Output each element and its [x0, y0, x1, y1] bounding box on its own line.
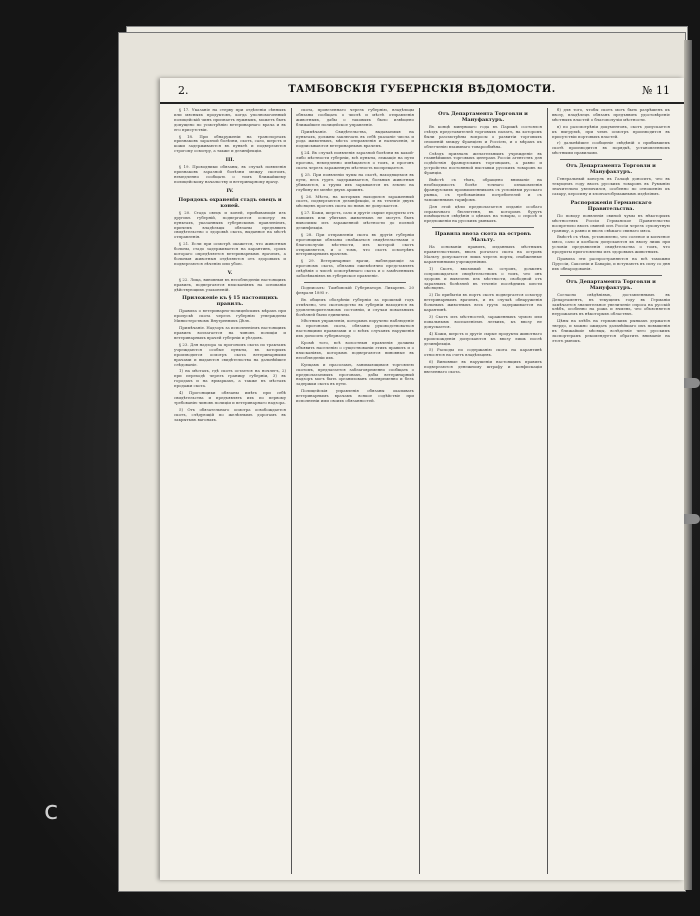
text-column-1	[174, 108, 286, 874]
paragraph: Кромѣ того, всѣ волостныя правленія должны объявить населенію о существованіи этихъ правилъ и о взысканіяхъ, которымъ подвергаются виновные въ несоблюденіи ихъ.	[296, 340, 414, 360]
paragraph: § 24. Въ случаѣ появленія заразной болѣзни въ какой-либо мѣстности губерніи, всѣ пункты, лежащіе на пути прогона, немедленно извѣщаются о томъ, и прогонъ скота черезъ зараженную мѣстность воспрещается.	[296, 150, 414, 170]
paragraph: 5) Расходы по содержанію скота на карантинѣ относятся на счетъ владѣльцевъ.	[424, 347, 542, 358]
section-heading: Порядокъ охраненія стадъ овецъ и коней.	[178, 196, 282, 209]
paragraph: § 20. Стада овецъ и коней, прибывающія изъ другихъ губерній, подвергаются осмотру въ пунктахъ, указанныхъ губернскимъ правленіемъ, причемъ владѣльцы обязаны предъявить свидѣтельство о здоровьѣ скота, выданное на мѣстѣ отправленія.	[174, 209, 286, 240]
scan-marker: c	[44, 796, 59, 826]
paragraph: Купцамъ и прасоламъ, занимающимся торговлею скотомъ, предлагается заблаговременно сообщать о предполагаемыхъ прогонахъ, дабы ветеринарный надзоръ могъ быть организованъ своевременно и безъ задержки скота въ пути.	[296, 361, 414, 387]
paragraph: скота, провезеннаго черезъ губернію, владѣльцы обязаны сообщать о числѣ и мѣстѣ отправленія животныхъ, дабы о таковыхъ было извѣщено ближайшее полицейское управленіе.	[296, 108, 414, 127]
paragraph: Съѣздъ призналъ желательнымъ учрежденіе въ главнѣйшихъ торговыхъ центрахъ Россіи агентствъ для содѣйствія французскимъ торговцамъ, а равно и устройство постоянной выставки русскихъ товаровъ во Франціи.	[424, 150, 542, 176]
paragraph: 3) Скотъ изъ мѣстностей, зараженныхъ чумою или повальнымъ воспаленіемъ легкихъ, къ ввозу не допускается.	[424, 314, 542, 329]
section-heading: V.	[227, 269, 233, 276]
section-divider	[304, 282, 406, 283]
paragraph: Вмѣстѣ съ тѣмъ, обращено вниманіе на необходимость болѣе точнаго ознакомленія французскихъ промышленниковъ съ условіями русскаго рынка, съ требованіями потребителей и съ таможеннымъ тарифомъ.	[424, 177, 542, 202]
section-heading: Отъ Департамента Торговли и Мануфактуръ.	[566, 163, 656, 176]
column-rule	[419, 108, 420, 874]
paragraph: 1) Скотъ, ввозимый на островъ, долженъ сопровождаться свидѣтельствомъ о томъ, что онъ здоровъ и вывезенъ изъ мѣстности, свободной отъ заразныхъ болѣзней въ теченіе послѣднихъ шести мѣсяцевъ.	[424, 265, 542, 291]
column-rule	[547, 108, 548, 874]
paragraph: Вмѣстѣ съ тѣмъ, установлено, что соленое и копченое мясо, сало и колбасы допускаются къ ввозу лишь при условіи предъявленія свидѣтельства о томъ, что продукты приготовлены изъ здоровыхъ животныхъ.	[552, 234, 670, 255]
paragraph: Для этой цѣли предполагается изданіе особаго справочнаго бюллетеня, въ которомъ будутъ помѣщаться свѣдѣнія о цѣнахъ на товары, о спросѣ и предложеніи на русскихъ рынкахъ.	[424, 203, 542, 224]
section-heading: Отъ Департамента Торговли и Мануфактуръ.	[438, 111, 528, 123]
text-column-4	[552, 108, 670, 874]
paragraph: Полицейскія управленія обязаны оказывать ветеринарнымъ врачамъ всякое содѣйствіе при исполненіи ими своихъ обязанностей.	[296, 388, 414, 404]
paragraph: Согласно свѣдѣніямъ, доставленнымъ въ Департаментъ, въ текущемъ году въ Германіи замѣчается значительное увеличеніе спроса на русскій хлѣбъ, особенно на рожь и ячмень, что объясняется неурожаемъ въ нѣкоторыхъ областяхъ.	[552, 291, 670, 317]
section-heading: Отъ Департамента Торговли и Мануфактуръ.	[566, 278, 656, 291]
paragraph: По поводу появленія свиной чумы въ нѣкоторыхъ мѣстностяхъ Россіи Германское Правительство воспретило ввозъ свиней изъ Россіи черезъ сухопутную границу, а равно и ввозъ свѣжаго свинаго мяса.	[552, 212, 670, 233]
section-heading: Правила ввоза скота на островъ Мальту.	[435, 231, 531, 244]
section-heading: Приложеніе къ § 15 настоящихъ правилъ.	[182, 295, 278, 308]
paragraph: 6) Виновные въ нарушеніи настоящихъ правилъ подвергаются денежному штрафу и конфискаціи ввезеннаго скота.	[424, 359, 542, 375]
paragraph: § 18. При обнаруженіи на транспортахъ признаковъ заразной болѣзни, скотъ, сало, шерсть и кожи задерживаются въ пунктѣ и подвергаются строгому осмотру, а также и дезинфекціи.	[174, 133, 286, 154]
paragraph: § 19. Проводники обязаны, въ случаѣ появленія признаковъ заразной болѣзни между скотомъ, немедленно сообщать о томъ ближайшему полицейскому начальству и ветеринарному врачу.	[174, 164, 286, 184]
paragraph: 2) По прибытіи въ портъ скотъ подвергается осмотру ветеринарнымъ врачемъ, и въ случаѣ обнаруженія больныхъ животныхъ весь грузъ задерживается на карантинѣ.	[424, 292, 542, 313]
paragraph: § 22. Лица, виновныя въ несоблюденіи настоящихъ правилъ, подвергаются взысканіямъ на основаніи дѣйствующихъ узаконеній.	[174, 276, 286, 292]
text-column-2	[296, 108, 414, 874]
paragraph: Примѣчаніе. Свидѣтельства, выдаваемыя на пунктахъ, должны заключать въ себѣ указаніе числа и рода животныхъ, мѣста отправленія и назначенія, и подписываются ветеринарнымъ врачемъ.	[296, 128, 414, 149]
issue-number: № 11	[642, 84, 670, 97]
paragraph: Мѣстныя управленія, которымъ поручено наблюденіе за прогономъ скота, обязаны руководствоваться настоящими правилами и о всѣхъ случаяхъ нарушенія ихъ доносить губернатору.	[296, 318, 414, 339]
paragraph: 5) Отъ обязательнаго осмотра освобождается скотъ, слѣдующій по желѣзнымъ дорогамъ въ закрытыхъ вагонахъ.	[174, 406, 286, 422]
column-rule	[291, 108, 292, 874]
paragraph: Подписалъ: Тамбовскій Губернаторъ Лихаревъ. 20 февраля 1895 г.	[296, 285, 414, 295]
section-divider	[560, 275, 662, 276]
paragraph: § 28. При отправленіи скота въ другія губерніи прогонщики обязаны снабжаться свидѣтельствами о благополучіи мѣстности, изъ которой скотъ отправляется, и о томъ, что скотъ осмотрѣнъ ветеринарнымъ врачемъ.	[296, 231, 414, 257]
paragraph: § 23. Для надзора за прогономъ скота по трактамъ учреждаются особые пункты, въ которыхъ производится осмотръ скота ветеринарными врачами и выдаются свидѣтельства на дальнѣйшее слѣдованіе.	[174, 341, 286, 367]
paragraph: Въ концѣ минувшаго года въ Парижѣ состоялся съѣздъ представителей торговыхъ палатъ, на которомъ были разсмотрѣны вопросы о развитіи торговыхъ сношеній между Франціею и Россіею, и о мѣрахъ къ облегченію взаимнаго товарообмѣна.	[424, 124, 542, 149]
paragraph: На основаніи правилъ, изданныхъ мѣстнымъ правительствомъ, ввозъ рогатаго скота на островъ Мальту допускается лишь черезъ порты, снабженные карантинными учрежденіями.	[424, 244, 542, 264]
section-divider	[560, 159, 662, 160]
paragraph: в) по разсмотрѣніи документовъ, скотъ допускается къ выгрузкѣ, при чемъ осмотръ производится въ присутствіи портовыхъ властей.	[552, 123, 670, 139]
paragraph: 4) Кожи, шерсть и другіе сырые продукты животнаго происхожденія допускаются къ ввозу лишь послѣ дезинфекціи.	[424, 330, 542, 346]
text-column-3	[424, 108, 542, 874]
paragraph: б) для того, чтобы скотъ могъ быть разрѣшенъ къ ввозу, владѣлецъ обязанъ предъявить удостовѣреніе мѣстныхъ властей о благополучіи мѣстности.	[552, 108, 670, 122]
newspaper-page	[160, 78, 684, 880]
paragraph: Правила эти распространяются на всѣ таможни Пруссіи, Саксоніи и Баваріи, и вступаютъ въ силу со дня ихъ обнародованія.	[552, 256, 670, 271]
paragraph: Генеральный консулъ въ Галацѣ доноситъ, что въ текущемъ году ввозъ русскихъ товаровъ въ Румынію значительно увеличился, особенно по отношенію къ сахару, керосину и хлопчатобумажнымъ издѣліямъ.	[552, 176, 670, 196]
paragraph: § 27. Кожи, шерсть, сало и другіе сырые продукты отъ павшихъ или убитыхъ животныхъ не могутъ быть вывозимы изъ зараженной мѣстности до полной дезинфекціи.	[296, 210, 414, 230]
section-heading: IV.	[226, 187, 234, 194]
paragraph: 4) Прогонщики обязаны имѣть при себѣ свидѣтельства и предъявлять ихъ по первому требованію чиновъ полиціи и ветеринарнаго надзора.	[174, 390, 286, 405]
page-stack-edge	[684, 40, 692, 890]
paragraph: г) дальнѣйшее сообщеніе свѣдѣній о прибывшемъ скотѣ производится въ порядкѣ, установленномъ мѣстными правилами.	[552, 140, 670, 156]
page-number: 2.	[178, 84, 189, 97]
paragraph: § 17. Указаніе на стерву при отдѣленіи сѣнныхъ или мясныхъ продуктовъ, когда уполномоченный полицейскій чинъ признаетъ нужнымъ, можетъ быть допущено по усмотрѣнію ветеринарнаго врача и въ его присутствіи.	[174, 108, 286, 132]
newspaper-title: ТАМБОВСКIЯ ГУБЕРНСКIЯ ВѢДОМОСТИ.	[288, 84, 556, 95]
paragraph: Правила о ветеринарно-полицейскихъ мѣрахъ при пропускѣ скота черезъ губернію утверждены Министерствомъ Внутреннихъ Дѣлъ.	[174, 308, 286, 324]
page-header	[160, 82, 684, 104]
paragraph: Цѣны на хлѣбъ на германскихъ рынкахъ держатся твердо, и можно ожидать дальнѣйшаго ихъ повышенія въ ближайшіе мѣсяцы, вслѣдствіе чего русскимъ экспортерамъ рекомендуется обратить вниманіе на этотъ рынокъ.	[552, 318, 670, 343]
section-divider	[432, 227, 534, 228]
section-heading: III.	[225, 157, 235, 164]
section-heading: Распоряженія Германскаго Правительства.	[570, 199, 652, 212]
paragraph: § 26. Мѣста, на которыхъ находился зараженный скотъ, подвергаются дезинфекціи, и въ теченіе двухъ мѣсяцевъ прогонъ скота по нимъ не допускается.	[296, 193, 414, 209]
paragraph: Въ общемъ обозрѣніи губерніи за прошлый годъ отмѣчено, что скотоводство въ губерніи находится въ удовлетворительномъ состояніи, и случаи повальныхъ болѣзней были единичны.	[296, 296, 414, 317]
paragraph: 1) на мѣстахъ, гдѣ скотъ остается на ночлегъ, 2) при переходѣ черезъ границу губерніи, 3) въ городахъ и на ярмаркахъ, а также въ мѣстахъ продажи скота.	[174, 368, 286, 389]
paragraph: § 25. При появленіи чумы на скотѣ, находящемся въ пути, весь гуртъ задерживается, больныя животныя убиваются, а трупы ихъ зарываются въ землю на глубину не менѣе двухъ аршинъ.	[296, 171, 414, 192]
paragraph: Примѣчаніе. Надзоръ за исполненіемъ настоящихъ правилъ возлагается на чиновъ полиціи и ветеринарныхъ врачей губерніи и уѣздовъ.	[174, 325, 286, 340]
paragraph: § 21. Если при осмотрѣ окажется, что животныя больны, стадо задерживается на карантинъ, срокъ котораго опредѣляется ветеринарнымъ врачемъ, а больныя животныя отдѣляются отъ здоровыхъ и подвергаются лѣченію или убою.	[174, 241, 286, 266]
paragraph: § 29. Ветеринарные врачи, наблюдающіе за прогономъ скота, обязаны ежемѣсячно представлять свѣдѣнія о числѣ осмотрѣннаго скота и о замѣченныхъ заболѣваніяхъ въ губернское правленіе.	[296, 258, 414, 279]
